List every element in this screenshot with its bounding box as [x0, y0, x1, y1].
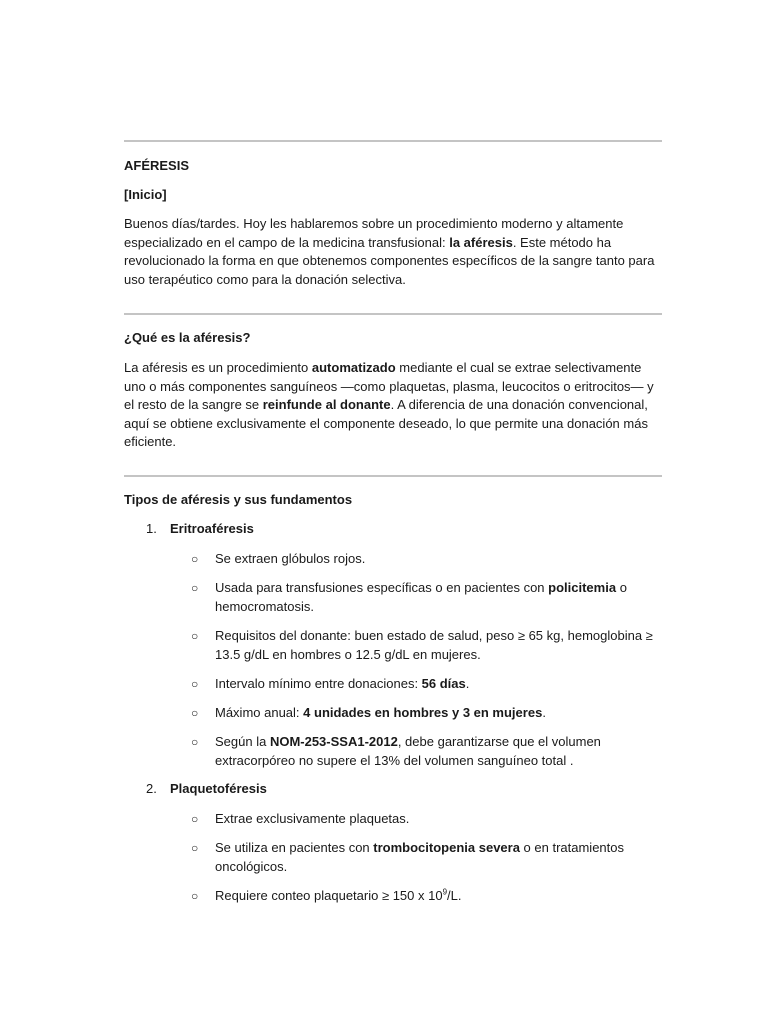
- list-label: Plaquetoféresis: [170, 781, 267, 796]
- circle-bullet-icon: ○: [191, 629, 199, 643]
- circle-bullet-icon: ○: [191, 841, 199, 855]
- divider-intro: [124, 313, 662, 315]
- list-item: Usada para transfusiones específicas o en pacientes con policitemia o hemocromatosis.: [215, 580, 627, 614]
- list-item: Requisitos del donante: buen estado de salud, peso ≥ 65 kg, hemoglobina ≥ 13.5 g/dL en hombres o 12.5 g/dL en mujeres.: [215, 628, 653, 662]
- intro-paragraph: Buenos días/tardes. Hoy les hablaremos sobre un procedimiento moderno y altamente especializado en el campo de la medicina transfusional: la aféresis. Este método ha revolucionado la forma en que obtenemos componentes específicos de la sangre tanto para uso terapéutico como para la donación selectiva.: [124, 216, 655, 287]
- que-es-heading: ¿Qué es la aféresis?: [124, 330, 251, 345]
- list-number: 1.: [146, 521, 157, 536]
- list-label: Eritroaféresis: [170, 521, 254, 536]
- circle-bullet-icon: ○: [191, 677, 199, 691]
- circle-bullet-icon: ○: [191, 735, 199, 749]
- list-item: Se utiliza en pacientes con trombocitopenia severa o en tratamientos oncológicos.: [215, 840, 624, 874]
- list-item: Según la NOM-253-SSA1-2012, debe garantizarse que el volumen extracorpóreo no supere el 13% del volumen sanguíneo total .: [215, 734, 601, 768]
- list-item: Requiere conteo plaquetario ≥ 150 x $10^9/L$.: [215, 887, 462, 903]
- circle-bullet-icon: ○: [191, 706, 199, 720]
- list-item: Extrae exclusivamente plaquetas.: [215, 811, 410, 826]
- document-title: AFÉRESIS: [124, 158, 190, 173]
- list-number: 2.: [146, 781, 157, 796]
- list-item: Se extraen glóbulos rojos.: [215, 551, 366, 566]
- circle-bullet-icon: ○: [191, 581, 199, 595]
- tipos-heading: Tipos de aféresis y sus fundamentos: [124, 492, 353, 507]
- que-es-paragraph: La aféresis es un procedimiento automatizado mediante el cual se extrae selectivamente uno o más componentes sanguíneos —como plaquetas, plasma, leucocitos o eritrocitos— y el resto de la sangre se reinfunde al donante. A diferencia de una donación convencional, aquí se obtiene exclusivamente el componente deseado, lo que permite una donación más eficiente.: [124, 360, 654, 450]
- circle-bullet-icon: ○: [191, 889, 199, 903]
- inicio-label: [Inicio]: [124, 187, 167, 202]
- list-item: Máximo anual: 4 unidades en hombres y 3 en mujeres.: [215, 705, 546, 720]
- circle-bullet-icon: ○: [191, 552, 199, 566]
- list-item: Intervalo mínimo entre donaciones: 56 días.: [215, 676, 470, 691]
- divider-top: [124, 140, 662, 142]
- circle-bullet-icon: ○: [191, 812, 199, 826]
- divider-tipos: [124, 475, 662, 477]
